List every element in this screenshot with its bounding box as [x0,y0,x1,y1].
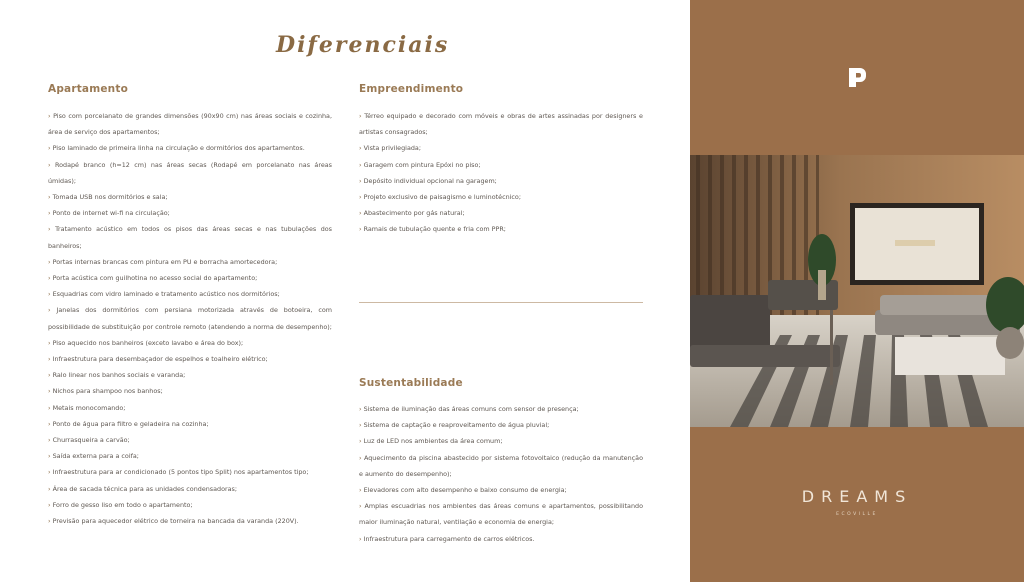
list-item: › Tomada USB nos dormitórios e sala; [48,189,332,205]
list-item: › Piso com porcelanato de grandes dimensões (90x90 cm) nas áreas sociais e cozinha, área de serviço dos apartamentos; [48,108,332,140]
sustentabilidade-list [359,401,643,547]
empreendimento-heading: Empreendimento [359,83,464,95]
list-item: › Nichos para shampoo nos banhos; [48,383,332,399]
section-divider [359,302,643,303]
list-item: › Portas internas brancas com pintura em PU e borracha amortecedora; [48,254,332,270]
living-room-photo [690,155,1024,427]
list-item: › Piso laminado de primeira linha na circulação e dormitórios dos apartamentos. [48,140,332,156]
list-item: › Infraestrutura para carregamento de carros elétricos. [359,531,643,547]
list-item: › Forro de gesso liso em todo o apartamento; [48,497,332,513]
list-item: › Previsão para aquecedor elétrico de torneira na bancada da varanda (220V). [48,513,332,529]
list-item: › Esquadrias com vidro laminado e tratamento acústico nos dormitórios; [48,286,332,302]
list-item: › Térreo equipado e decorado com móveis e obras de artes assinadas por designers e artistas consagrados; [359,108,643,140]
list-item: › Elevadores com alto desempenho e baixo consumo de energia; [359,482,643,498]
list-item: › Abastecimento por gás natural; [359,205,643,221]
list-item: › Piso aquecido nos banheiros (exceto lavabo e área do box); [48,335,332,351]
list-item: › Sistema de captação e reaproveitamento de água pluvial; [359,417,643,433]
empreendimento-list [359,108,643,238]
brand-wordmark: DREAMS [801,487,913,506]
list-item: › Infraestrutura para desembaçador de espelhos e toalheiro elétrico; [48,351,332,367]
list-item: › Luz de LED nos ambientes da área comum; [359,433,643,449]
list-item: › Sistema de iluminação das áreas comuns com sensor de presença; [359,401,643,417]
list-item: › Depósito individual opcional na garagem; [359,173,643,189]
brand-subtitle: ECOVILLE [836,512,878,517]
list-item: › Tratamento acústico em todos os pisos das áreas secas e nas tubulações dos banheiros; [48,221,332,253]
page-title: Diferenciais [276,32,450,58]
list-item: › Ralo linear nos banhos sociais e varanda; [48,367,332,383]
list-item: › Ponto de água para filtro e geladeira na cozinha; [48,416,332,432]
list-item: › Saída externa para a coifa; [48,448,332,464]
list-item: › Ramais de tubulação quente e fria com PPR; [359,221,643,237]
apartamento-heading: Apartamento [48,83,128,95]
list-item: › Área de sacada técnica para as unidades condensadoras; [48,481,332,497]
list-item: › Churrasqueira a carvão; [48,432,332,448]
list-item: › Vista privilegiada; [359,140,643,156]
list-item: › Janelas dos dormitórios com persiana motorizada através de botoeira, com possibilidade de substituição por controle remoto (atendendo a norma de desempenho); [48,302,332,334]
list-item: › Porta acústica com guilhotina no acesso social do apartamento; [48,270,332,286]
list-item: › Rodapé branco (h=12 cm) nas áreas secas (Rodapé em porcelanato nas áreas úmidas); [48,157,332,189]
apartamento-list [48,108,332,529]
developer-logo-icon [847,67,867,88]
list-item: › Projeto exclusivo de paisagismo e luminotécnico; [359,189,643,205]
list-item: › Amplas escuadrias nos ambientes das áreas comuns e apartamentos, possibilitando maior iluminação natural, ventilação e economia de energia; [359,498,643,530]
sustentabilidade-heading: Sustentabilidade [359,377,463,389]
brand-panel [690,0,1024,582]
list-item: › Infraestrutura para ar condicionado (5 pontos tipo Split) nos apartamentos tipo; [48,464,332,480]
list-item: › Metais monocomando; [48,400,332,416]
list-item: › Ponto de internet wi-fi na circulação; [48,205,332,221]
list-item: › Aquecimento da piscina abastecido por sistema fotovoltaico (redução da manutenção e aumento do desempenho); [359,450,643,482]
list-item: › Garagem com pintura Epóxi no piso; [359,157,643,173]
